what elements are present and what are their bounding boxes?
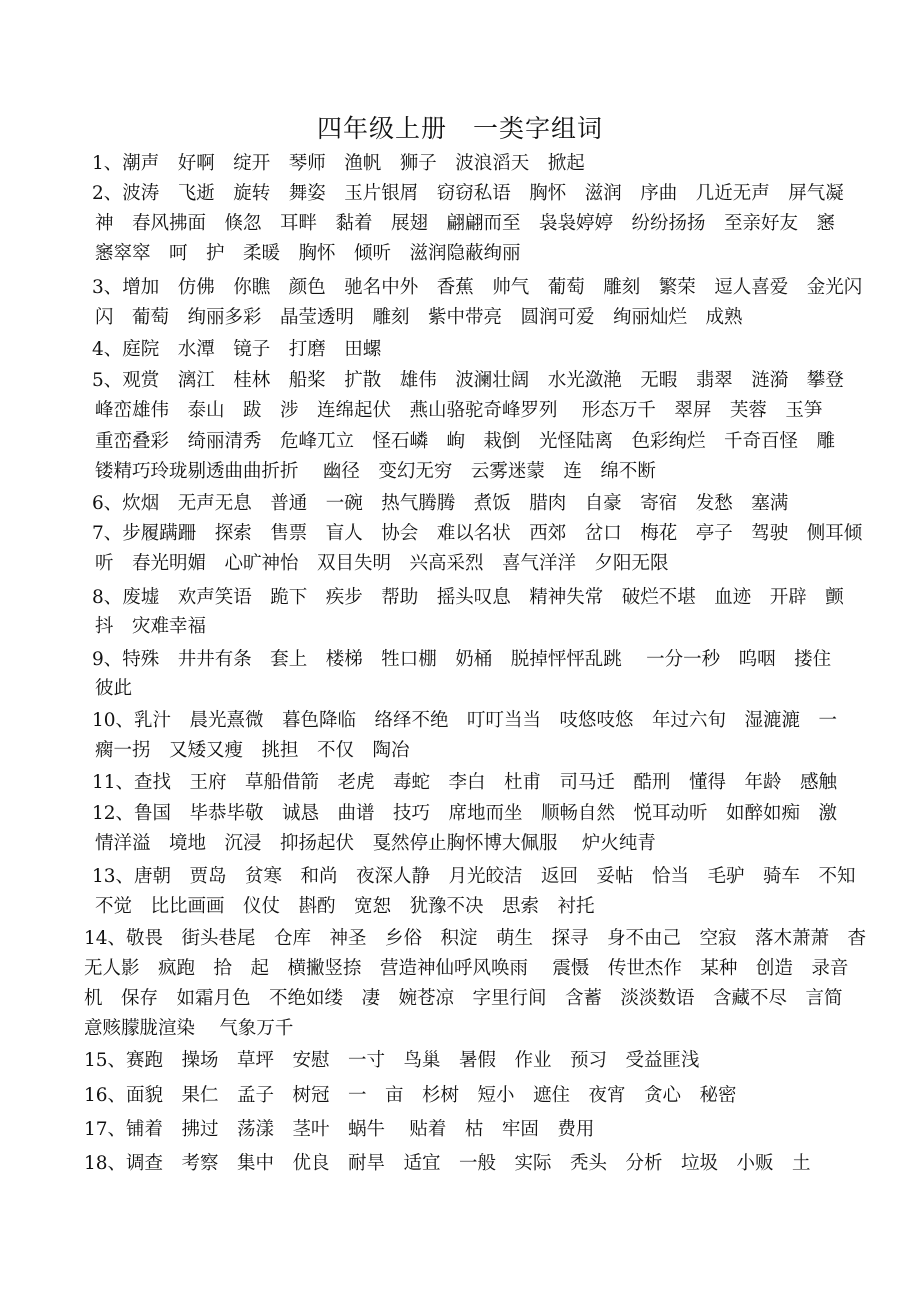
text-line: 14、敬畏 街头巷尾 仓库 神圣 乡俗 积淀 萌生 探寻 身不由己 空寂 落木萧萧 杳 xyxy=(84,928,867,949)
text-line: 1、潮声 好啊 绽开 琴师 渔帆 狮子 波浪滔天 掀起 xyxy=(92,153,585,174)
text-line: 抖 灾难幸福 xyxy=(95,616,207,637)
text-line: 9、特殊 井井有条 套上 楼梯 牲口棚 奶桶 脱掉怦怦乱跳 一分一秒 呜咽 搂住 xyxy=(92,649,832,670)
text-line: 13、唐朝 贾岛 贫寒 和尚 夜深人静 月光皎洁 返回 妥帖 恰当 毛驴 骑车 不知 xyxy=(92,866,856,887)
text-line: 12、鲁国 毕恭毕敬 诚恳 曲谱 技巧 席地而坐 顺畅自然 悦耳动听 如醉如痴 激 xyxy=(92,803,838,824)
page-title: 四年级上册 一类字组词 xyxy=(316,114,603,143)
text-line: 3、增加 仿佛 你瞧 颜色 驰名中外 香蕉 帅气 葡萄 雕刻 繁荣 逗人喜爱 金光闪 xyxy=(92,277,863,298)
text-line: 听 春光明媚 心旷神怡 双目失明 兴高采烈 喜气洋洋 夕阳无限 xyxy=(95,553,669,574)
text-line: 彼此 xyxy=(95,678,133,699)
text-line: 窸窣窣 呵 护 柔暖 胸怀 倾听 滋润隐蔽绚丽 xyxy=(95,243,521,264)
text-line: 镂精巧玲珑剔透曲曲折折 幽径 变幻无穷 云雾迷蒙 连 绵不断 xyxy=(95,461,656,482)
text-line: 11、查找 王府 草船借箭 老虎 毒蛇 李白 杜甫 司马迁 酷刑 懂得 年龄 感触 xyxy=(92,772,838,793)
text-line: 16、面貌 果仁 孟子 树冠 一 亩 杉树 短小 遮住 夜宵 贪心 秘密 xyxy=(84,1085,737,1106)
text-line: 神 春风拂面 倏忽 耳畔 黏着 展翅 翩翩而至 袅袅婷婷 纷纷扬扬 至亲好友 窸 xyxy=(95,213,836,234)
text-line: 2、波涛 飞逝 旋转 舞姿 玉片银屑 窃窃私语 胸怀 滋润 序曲 几近无声 屏气凝 xyxy=(92,183,844,204)
text-line: 重峦叠彩 绮丽清秀 危峰兀立 怪石嶙 峋 栽倒 光怪陆离 色彩绚烂 千奇百怪 雕 xyxy=(95,431,836,452)
text-line: 4、庭院 水潭 镜子 打磨 田螺 xyxy=(92,339,382,360)
text-line: 情洋溢 境地 沉浸 抑扬起伏 戛然停止胸怀博大佩服 炉火纯青 xyxy=(95,833,656,854)
text-line: 闪 葡萄 绚丽多彩 晶莹透明 雕刻 紫中带亮 圆润可爱 绚丽灿烂 成熟 xyxy=(95,307,743,328)
text-line: 17、铺着 拂过 荡漾 茎叶 蜗牛 贴着 枯 牢固 费用 xyxy=(84,1119,595,1140)
text-line: 无人影 疯跑 拾 起 横撇竖捺 营造神仙呼风唤雨 震慑 传世杰作 某种 创造 录音 xyxy=(84,958,849,979)
text-line: 8、废墟 欢声笑语 跪下 疾步 帮助 摇头叹息 精神失常 破烂不堪 血迹 开辟 颤 xyxy=(92,587,844,608)
text-line: 机 保存 如霜月色 不绝如缕 凄 婉苍凉 字里行间 含蓄 淡淡数语 含藏不尽 言简 xyxy=(84,988,843,1009)
text-line: 10、乳汁 晨光熹微 暮色降临 络绎不绝 叮叮当当 吱悠吱悠 年过六旬 湿漉漉 一 xyxy=(92,710,838,731)
text-line: 不觉 比比画画 仪仗 斟酌 宽恕 犹豫不决 思索 衬托 xyxy=(95,896,595,917)
text-line: 15、赛跑 操场 草坪 安慰 一寸 鸟巢 暑假 作业 预习 受益匪浅 xyxy=(84,1050,700,1071)
text-line: 5、观赏 漓江 桂林 船桨 扩散 雄伟 波澜壮阔 水光潋滟 无暇 翡翠 涟漪 攀登 xyxy=(92,370,844,391)
text-line: 7、步履蹒跚 探索 售票 盲人 协会 难以名状 西郊 岔口 梅花 亭子 驾驶 侧耳倾 xyxy=(92,523,863,544)
text-line: 18、调查 考察 集中 优良 耐旱 适宜 一般 实际 秃头 分析 垃圾 小贩 土 xyxy=(84,1153,811,1174)
text-line: 6、炊烟 无声无息 普通 一碗 热气腾腾 煮饭 腊肉 自豪 寄宿 发愁 塞满 xyxy=(92,493,789,514)
text-line: 意赅朦胧渲染 气象万千 xyxy=(84,1018,294,1039)
text-line: 瘸一拐 又矮又瘦 挑担 不仅 陶冶 xyxy=(95,740,410,761)
text-line: 峰峦雄伟 泰山 跋 涉 连绵起伏 燕山骆驼奇峰罗列 形态万千 翠屏 芙蓉 玉笋 xyxy=(95,400,823,421)
